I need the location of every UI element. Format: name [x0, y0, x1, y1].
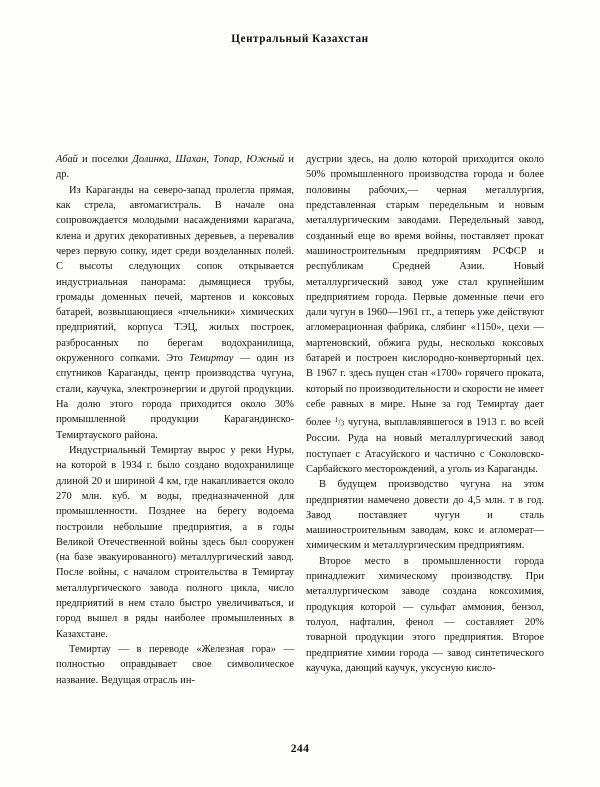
paragraph-temirtau-grew: Индустриальный Темиртау вырос у реки Нуры, на которой в 1934 г. было создано водохранилище длиной 20 и шириной 4 км, где накапливается около 270 млн. куб. м воды, предназначенной для промышленности. Позднее на берегу водоема построили небольшие предприятия, а в годы Великой Отечественной войны здесь был сооружен (на базе эвакуированного) металлургический завод. После войны, с началом строительства в Темиртау металлургического завода полного цикла, число предприятий в нем стало быстро увеличиваться, и город вышел в ряды наиболее промышленных в Казахстане. [56, 444, 294, 640]
text-column-right [306, 152, 544, 688]
paragraph-abai: Абай и поселки Долинка, Шахан, Топар, Южный и др. [56, 154, 294, 181]
fraction-one-third: $^1/_3$ [334, 414, 345, 428]
running-head: Центральный Казахстан [231, 33, 369, 45]
paragraph-future-output: В будущем производство чугуна на этом предприятии намечено довести до 4,5 млн. т в год. Завод поставляет чугун и сталь машиностроительным заводам, кокс и агломерат—химическим и металлургическим предприятиям. [306, 479, 544, 552]
italic-place-name: Темиртау [189, 353, 234, 365]
page-number: 244 [290, 742, 310, 755]
italic-place-name: Абай [56, 154, 78, 165]
paragraph-chemistry: Второе место в промышленности города принадлежит химическому производству. При металлургическом заводе создана коксохимия, продукция которой — сульфат аммония, бензол, толуол, нафталин, фенол — составляет 20% товарной продукции этого предприятия. Второе предприятие химии города — завод синтетического каучука, дающий каучук, уксусную кисло- [306, 555, 544, 674]
paragraph-karaganda-road: Из Караганды на северо-запад пролегла прямая, как стрела, автомагистраль. В начале она сопровождается молодыми насаждениями карагача, клена и других декоративных деревьев, а перевалив через первую сопку, идет среди возделанных полей. С высоты следующих сопок открывается индустриальная панорама: дымящиеся трубы, громады доменных печей, мартенов и коксовых батарей, возвышающиеся «пчельники» химических предприятий, корпуса ТЭЦ, жилых построек, разбросанных по берегам водохранилища, окруженного сопками. Это Темиртау — один из спутников Караганды, центр производства чугуна, стали, каучука, электроэнергии и другой продукции. На долю этого города приходится около 30% промышленной продукции Карагандинско-Темиртауского района. [56, 184, 294, 441]
body-text-columns [56, 152, 545, 688]
paragraph-industry-continued: дустрии здесь, на долю которой приходится около 50% промышленного производства города и более половины рабочих,— черная металлургия, представленная старым передельным и новым металлургическим заводами. Передельный завод, созданный еще во время войны, поставляет прокат машиностроительным предприятиям РСФСР и республикам Средней Азии. Новый металлургический завод уже стал крупнейшим предприятием города. Первые доменные печи его дали чугун в 1960—1961 гг., а теперь уже действуют агломерационная фабрика, слябинг «1150», цехи — мартеновский, обжига руды, несколько коксовых батарей и построен кислородно-конверторный цех. В 1967 г. здесь пущен стан «1700» горячего проката, который по производительности и скорости не имеет себе равных в мире. Ныне за год Темиртау дает более $^1/_3$ чугуна, выплавлявшегося в 1913 г. во всей России. Руда на новый металлургический завод поступает с Атасуйского и частично с Соколовско-Сарбайского месторождений, а уголь из Караганды. [306, 154, 544, 475]
text-column-left [56, 152, 294, 688]
italic-place-name: Долинка, Шахан, Топар, Южный [132, 154, 285, 165]
paragraph-iron-mountain: Темиртау — в переводе «Железная гора» — полностью оправдывает свое символическое название. Ведущая отрасль ин- [56, 644, 294, 686]
